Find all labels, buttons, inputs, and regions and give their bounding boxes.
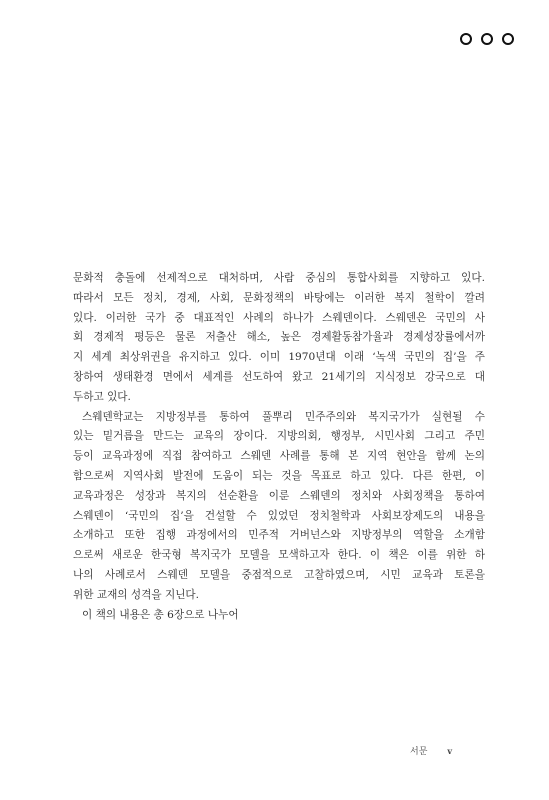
text-line: 따라서 모든 정치, 경제, 사회, 문화정책의 바탕에는 이러한 복지 철학이 깔려 [73, 291, 485, 304]
body-text [73, 269, 485, 625]
circle-icon [481, 33, 493, 45]
text-line: 이 책의 내용은 총 6장으로 나누어 [82, 608, 239, 621]
text-line: 함으로써 지역사회 발전에 도움이 되는 것을 목표로 하고 있다. 다른 한편, 이 [73, 469, 485, 482]
text-line: 있다. 이러한 국가 중 대표적인 사례의 하나가 스웨덴이다. 스웨덴은 국민의 사 [73, 311, 485, 324]
text-line: 지 세계 최상위권을 유지하고 있다. 이미 1970년대 이래 ‘녹색 국민의 집’을 주 [73, 351, 485, 364]
text-line: 나의 사례로서 스웨덴 모델을 중점적으로 고찰하였으며, 시민 교육과 토론을 [73, 568, 485, 581]
page-number: v [447, 745, 453, 756]
text-line: 창하여 생태환경 면에서 세계를 선도하여 왔고 21세기의 지식정보 강국으로 대 [73, 370, 485, 383]
circle-icon [460, 33, 472, 45]
text-line: 회 경제적 평등은 물론 저출산 해소, 높은 경제활동참가율과 경제성장률에서까 [73, 331, 485, 344]
text-line: 등이 교육과정에 직접 참여하고 스웨덴 사례를 통해 본 지역 현안을 함께 논의 [73, 450, 485, 463]
page-footer [410, 744, 452, 757]
text-line: 으로써 새로운 한국형 복지국가 모델을 모색하고자 한다. 이 책은 이를 위한 하 [73, 549, 485, 562]
text-line: 교육과정은 성장과 복지의 선순환을 이룬 스웨덴의 정치와 사회정책을 통하여 [73, 489, 485, 502]
text-line: 스웨덴이 ‘국민의 집’을 건설할 수 있었던 정치철학과 사회보장제도의 내용을 [73, 509, 485, 522]
text-line: 두하고 있다. [73, 390, 131, 403]
circles-ornament [460, 33, 514, 45]
text-line: 위한 교재의 성격을 지닌다. [73, 588, 200, 601]
text-line: 문화적 충돌에 선제적으로 대처하며, 사람 중심의 통합사회를 지향하고 있다. [73, 272, 485, 284]
text-line: 있는 밑거름을 만드는 교육의 장이다. 지방의회, 행정부, 시민사회 그리고 주민 [73, 430, 485, 443]
text-line: 소개하고 또한 집행 과정에서의 민주적 거버넌스와 지방정부의 역할을 소개함 [73, 529, 485, 542]
circle-icon [502, 33, 514, 45]
running-footer-section: 서문 [410, 747, 428, 757]
text-line: 스웨덴학교는 지방정부를 통하여 풀뿌리 민주주의와 복지국가가 실현될 수 [82, 410, 485, 423]
